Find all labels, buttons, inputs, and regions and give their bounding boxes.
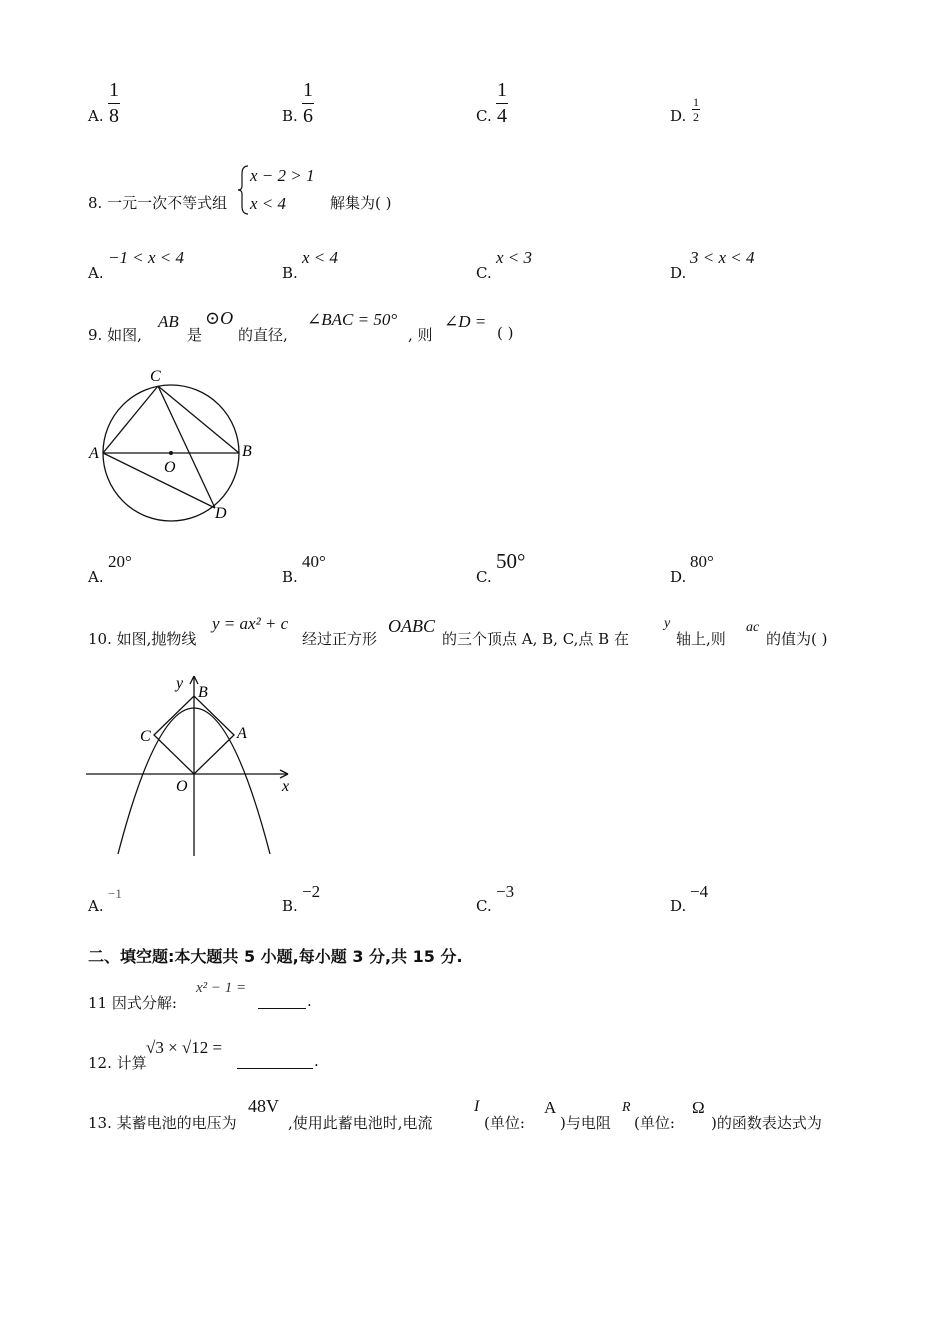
q7-option-d-letter: D. [670,107,687,125]
q8-stem-prefix: 8. 一元一次不等式组 [88,194,228,212]
q10-option-a-text: −1 [108,886,122,901]
q12-prefix: 12. 计算 [88,1054,147,1072]
q7-option-a-numerator: 1 [109,79,119,101]
q12-suffix: . [314,1052,319,1070]
q9-math-circle-o: ⊙O [205,308,234,328]
q9-option-d-text: 80° [690,552,714,571]
q9-option-a-letter: A. [88,568,104,586]
q10-label-b: B [198,684,208,701]
q7-option-d-denominator: 2 [693,110,699,124]
q7-option-b-denominator: 6 [303,105,313,127]
q9-math-angle-d: ∠D = [444,312,487,331]
q13-stem-1: 13. 某蓄电池的电压为 [88,1114,237,1132]
q9-option-b-letter: B. [282,568,298,586]
q8-brace [238,164,250,216]
q9-stem-2: 是 [187,326,203,344]
q13-stem-4: )与电阻 [560,1114,611,1132]
q10-option-d-letter: D. [670,897,687,915]
q9-stem-4: , 则 [408,326,433,344]
q7-option-c-letter: C. [476,107,492,125]
q7-option-b-numerator: 1 [303,79,313,101]
q10-stem-3: 的三个顶点 A, B, C,点 B 在 [442,630,629,648]
q8-inequality-2: x < 4 [250,194,287,213]
q13-current-symbol: I [474,1098,480,1115]
q7-option-d-numerator: 1 [693,95,699,109]
q10-option-a-letter: A. [88,897,104,915]
q9-center-dot [169,451,173,455]
q10-label-a: A [237,725,247,742]
q9-option-b-text: 40° [302,552,326,571]
q7-option-c-numerator: 1 [497,79,507,101]
q13-voltage: 48V [248,1096,279,1116]
q13-unit-ohm: Ω [692,1098,705,1117]
q12-answer-blank[interactable] [237,1056,313,1069]
q9-label-b: B [242,443,252,460]
q7-option-a-denominator: 8 [109,105,119,127]
q9-circle-figure [86,368,266,528]
q10-math-y: y [664,616,671,631]
section-2-heading: 二、填空题:本大题共 5 小题,每小题 3 分,共 15 分. [88,947,463,966]
q11-prefix: 11 因式分解: [88,994,177,1012]
q11-expression: x² − 1 = [196,980,247,996]
q9-label-d: D [215,505,227,522]
q10-label-y: y [176,675,184,692]
q8-option-a-text: −1 < x < 4 [108,248,184,267]
q13-stem-6: )的函数表达式为 [711,1114,822,1132]
q10-label-c: C [140,728,151,745]
q9-stem-1: 9. 如图, [88,326,142,344]
q13-stem-3: (单位: [484,1114,525,1132]
q8-option-d-text: 3 < x < 4 [690,248,755,267]
q13-stem-2: ,使用此蓄电池时,电流 [288,1114,433,1132]
q10-label-x: x [282,778,290,795]
q8-option-d-letter: D. [670,264,687,282]
q9-option-c-letter: C. [476,568,492,586]
q7-option-a-fraction [108,80,120,126]
q8-option-c-letter: C. [476,264,492,282]
q10-option-b-text: −2 [302,882,321,901]
q9-stem-5: ( ) [497,324,514,342]
q10-math-oabc: OABC [388,616,435,636]
q7-option-b-letter: B. [282,107,298,125]
q9-label-o: O [164,459,176,476]
q10-option-d-text: −4 [690,882,709,901]
q10-stem-2: 经过正方形 [302,630,378,648]
q9-option-c-text: 50° [496,549,526,573]
q10-stem-5: 的值为( ) [766,630,828,648]
q8-stem-suffix: 解集为( ) [330,194,392,212]
q7-option-c-fraction [496,80,508,126]
q9-option-d-letter: D. [670,568,687,586]
q10-math-ac: ac [746,620,760,635]
q8-option-b-letter: B. [282,264,298,282]
q8-option-b-text: x < 4 [302,248,339,267]
q9-chord-cb [158,386,239,453]
q10-option-b-letter: B. [282,897,298,915]
q9-math-ab: AB [158,312,179,331]
q9-label-c: C [150,368,161,385]
q11-answer-blank[interactable] [258,996,306,1009]
q10-stem-1: 10. 如图,抛物线 [88,630,197,648]
q10-label-o: O [176,778,188,795]
q7-option-a-letter: A. [88,107,104,125]
q13-resistance-symbol: R [622,1100,631,1115]
q9-chord-cd [158,386,215,508]
q8-option-a-letter: A. [88,264,104,282]
q8-option-c-text: x < 3 [496,248,533,267]
q9-math-angle-bac: ∠BAC = 50° [307,310,398,329]
q10-parabola-figure [86,670,301,860]
q10-math-parabola: y = ax² + c [212,614,289,633]
q13-stem-5: (单位: [634,1114,675,1132]
q8-inequality-1: x − 2 > 1 [250,166,315,185]
q10-stem-4: 轴上,则 [676,630,726,648]
q9-stem-3: 的直径, [238,326,288,344]
q10-option-c-letter: C. [476,897,492,915]
q12-expression: √3 × √12 = [146,1038,223,1057]
q7-option-c-denominator: 4 [497,105,507,127]
q9-label-a: A [89,445,99,462]
q9-option-a-text: 20° [108,552,132,571]
q13-unit-ampere: A [544,1098,557,1117]
q11-suffix: . [307,992,312,1010]
q10-option-c-text: −3 [496,882,515,901]
q9-chord-ad [103,453,215,508]
q7-option-b-fraction [302,80,314,126]
q7-option-d-fraction [692,96,700,123]
